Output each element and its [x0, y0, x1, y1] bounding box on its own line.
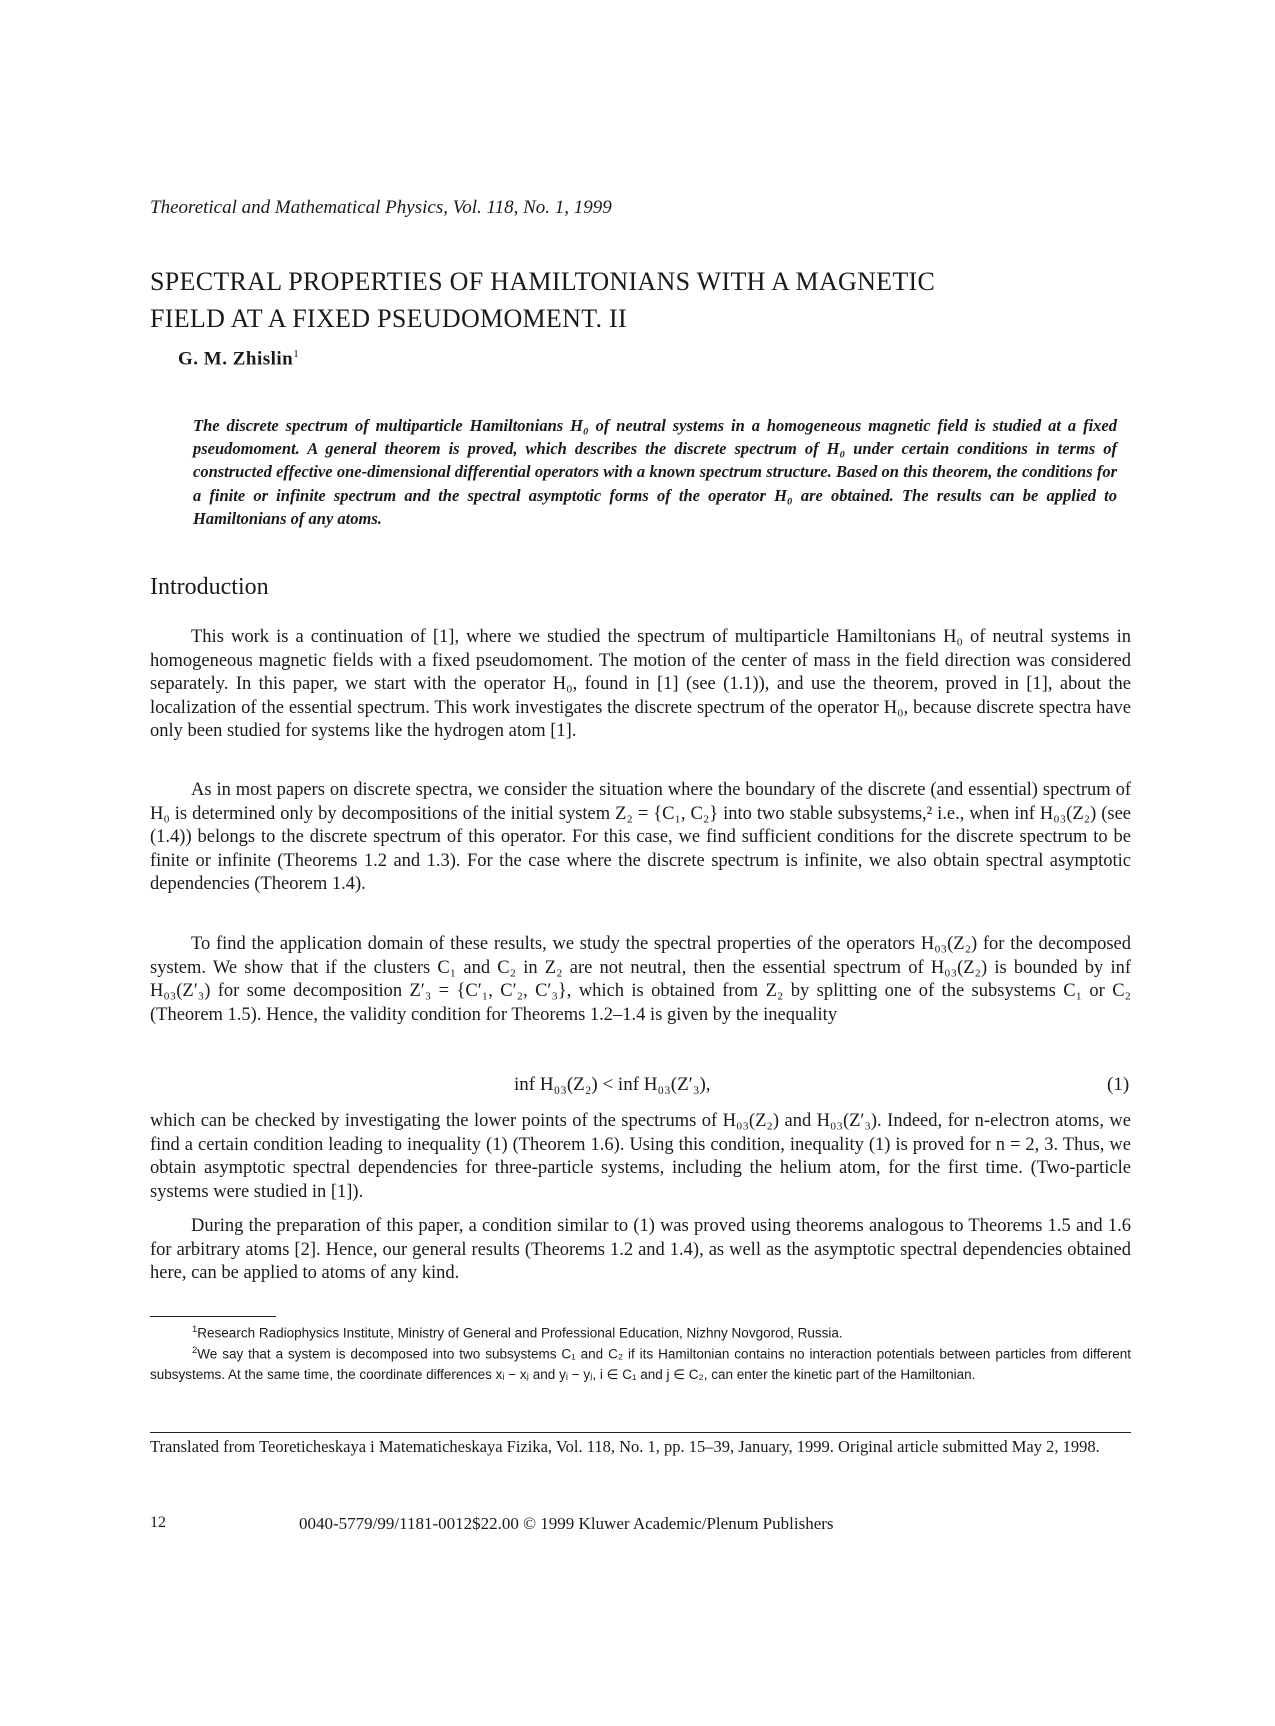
page-number: 12	[150, 1514, 166, 1531]
intro-paragraph-3: To find the application domain of these results, we study the spectral properties of the operators H₀₃(Z₂) for the decomposed system. We show that if the clusters C₁ and C₂ in Z₂ are not neutral, then the essential spectrum of H₀₃(Z₂) is bounded by inf H₀₃(Z′₃) for some decomposition Z′₃ = {C′₁, C′₂, C′₃}, which is obtained from Z₂ by splitting one of the subsystems C₁ or C₂ (Theorem 1.5). Hence, the validity condition for Theorems 1.2–1.4 is given by the inequality	[150, 934, 1131, 1025]
footnote-2-text: We say that a system is decomposed into two subsystems C₁ and C₂ if its Hamiltonian contains no interaction potentials between particles from different subsystems. At the same time, the coordinate differences xᵢ − xⱼ and yᵢ − yⱼ, i ∈ C₁ and j ∈ C₂, can enter the kinetic part of the Hamiltonian.	[150, 1346, 1131, 1382]
intro-paragraph-5: During the preparation of this paper, a condition similar to (1) was proved using theorems analogous to Theorems 1.5 and 1.6 for arbitrary atoms [2]. Hence, our general results (Theorems 1.2 and 1.4), as well as the asymptotic spectral dependencies obtained here, can be applied to atoms of any kind.	[150, 1216, 1131, 1284]
article-title	[150, 263, 1150, 337]
author	[178, 348, 299, 370]
footnote-2-mark: 2	[192, 1345, 198, 1356]
equation-number: (1)	[1107, 1074, 1130, 1095]
intro-paragraph-4: which can be checked by investigating the lower points of the spectrums of H₀₃(Z₂) and H₀₃(Z′₃). Indeed, for n-electron atoms, we find a certain condition leading to inequality (1) (Theorem 1.6). Using this condition, inequality (1) is proved for n = 2, 3. Thus, we obtain asymptotic spectral dependencies for three-particle systems, including the helium atom, for the first time. (Two-particle systems were studied in [1]).	[150, 1111, 1131, 1202]
author-name: G. M. Zhislin	[178, 348, 294, 370]
translation-divider	[150, 1432, 1131, 1433]
footnote-1-mark: 1	[192, 1324, 198, 1335]
footnote-divider	[150, 1316, 276, 1317]
intro-paragraph-2: As in most papers on discrete spectra, we consider the situation where the boundary of the discrete (and essential) spectrum of H₀ is determined only by decompositions of the initial system Z₂ = {C₁, C₂} into two stable subsystems,² i.e., when inf H₀₃(Z₂) (see (1.4)) belongs to the discrete spectrum of this operator. For this case, we find sufficient conditions for the discrete spectrum to be finite or infinite (Theorems 1.2 and 1.3). For the case where the discrete spectrum is infinite, we also obtain spectral asymptotic dependencies (Theorem 1.4).	[150, 780, 1131, 895]
section-heading-introduction: Introduction	[150, 574, 269, 600]
footnote-2	[150, 1341, 1131, 1385]
footnote-1-text: Research Radiophysics Institute, Ministry of General and Professional Education, Nizhny Novgorod, Russia.	[197, 1325, 843, 1341]
footnote-1	[150, 1320, 1131, 1344]
abstract: The discrete spectrum of multiparticle Hamiltonians H₀ of neutral systems in a homogeneous magnetic field is studied at a fixed pseudomoment. A general theorem is proved, which describes the discrete spectrum of H₀ under certain conditions in terms of constructed effective one-dimensional differential operators with a known spectrum structure. Based on this theorem, the conditions for a finite or infinite spectrum and the spectral asymptotic forms of the operator H₀ are obtained. The results can be applied to Hamiltonians of any atoms.	[193, 416, 1117, 528]
journal-citation: Theoretical and Mathematical Physics, Vol. 118, No. 1, 1999	[150, 197, 612, 218]
article-title-line-1: SPECTRAL PROPERTIES OF HAMILTONIANS WITH A MAGNETIC	[150, 267, 936, 296]
intro-paragraph-1: This work is a continuation of [1], where we studied the spectrum of multiparticle Hamiltonians H₀ of neutral systems in homogeneous magnetic fields with a fixed pseudomoment. The motion of the center of mass in the field direction was considered separately. In this paper, we start with the operator H₀, found in [1] (see (1.1)), and use the theorem, proved in [1], about the localization of the essential spectrum. This work investigates the discrete spectrum of the operator H₀, because discrete spectra have only been studied for systems like the hydrogen atom [1].	[150, 627, 1131, 742]
translation-note: Translated from Teoreticheskaya i Matematicheskaya Fizika, Vol. 118, No. 1, pp. 15–39, January, 1999. Original article submitted May 2, 1998.	[150, 1437, 1100, 1456]
copyright-line: 0040-5779/99/1181-0012$22.00 © 1999 Kluwer Academic/Plenum Publishers	[299, 1514, 834, 1533]
article-title-line-2: FIELD AT A FIXED PSEUDOMOMENT. II	[150, 304, 627, 333]
author-footnote-mark: 1	[293, 348, 300, 360]
equation-1: inf H₀₃(Z₂) < inf H₀₃(Z′₃),	[514, 1074, 711, 1095]
